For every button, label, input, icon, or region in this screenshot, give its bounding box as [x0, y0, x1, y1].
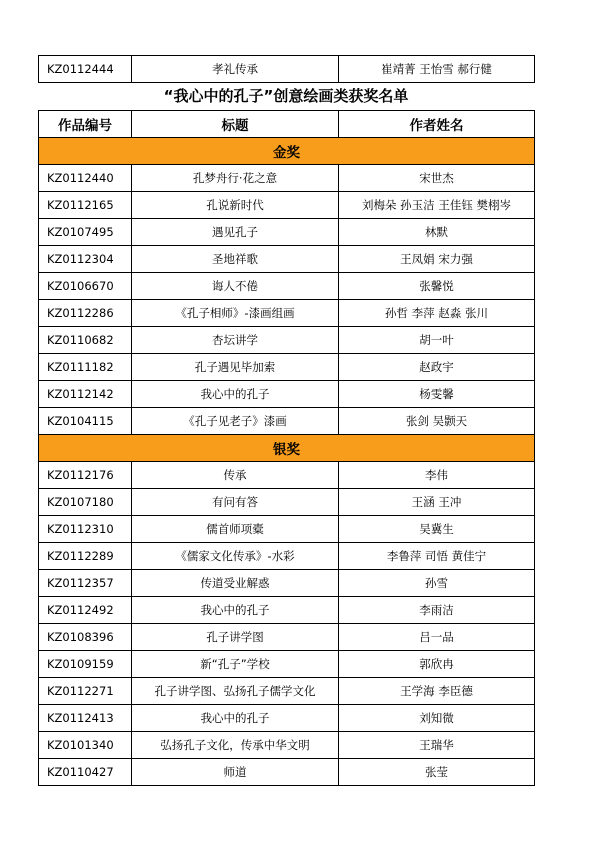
- table-row: [39, 246, 535, 273]
- table-row: [39, 219, 535, 246]
- work-title: 我心中的孔子: [132, 597, 339, 624]
- work-code: KZ0112304: [39, 246, 132, 273]
- table-row: [39, 354, 535, 381]
- work-title: 杏坛讲学: [132, 327, 339, 354]
- table-row: [39, 651, 535, 678]
- work-title: 孔子遇见毕加索: [132, 354, 339, 381]
- work-authors: 吕一品: [339, 624, 535, 651]
- work-title: 诲人不倦: [132, 273, 339, 300]
- work-authors: 王涵 王冲: [339, 489, 535, 516]
- work-code: KZ0112286: [39, 300, 132, 327]
- work-code: KZ0112310: [39, 516, 132, 543]
- work-title: 传道受业解惑: [132, 570, 339, 597]
- work-title: 我心中的孔子: [132, 381, 339, 408]
- work-title: 传承: [132, 462, 339, 489]
- work-authors: 李雨洁: [339, 597, 535, 624]
- work-title: 孔子讲学图、弘扬孔子儒学文化: [132, 678, 339, 705]
- work-code: KZ0112492: [39, 597, 132, 624]
- work-title: 孝礼传承: [132, 56, 339, 83]
- work-code: KZ0110427: [39, 759, 132, 786]
- work-code: KZ0112444: [39, 56, 132, 83]
- work-code: KZ0112289: [39, 543, 132, 570]
- work-code: KZ0112176: [39, 462, 132, 489]
- header-title: 标题: [132, 111, 339, 138]
- page-title: “我心中的孔子”创意绘画类获奖名单: [163, 87, 409, 105]
- work-title: 孔梦舟行·花之意: [132, 165, 339, 192]
- section-header: [39, 138, 535, 165]
- table-row: [39, 678, 535, 705]
- work-code: KZ0112413: [39, 705, 132, 732]
- work-title: 遇见孔子: [132, 219, 339, 246]
- work-authors: 林默: [339, 219, 535, 246]
- table-row: [39, 516, 535, 543]
- work-authors: 宋世杰: [339, 165, 535, 192]
- work-authors: 胡一叶: [339, 327, 535, 354]
- work-title: 有问有答: [132, 489, 339, 516]
- work-authors: 李伟: [339, 462, 535, 489]
- table-row: [39, 300, 535, 327]
- work-authors: 王学海 李臣德: [339, 678, 535, 705]
- work-code: KZ0111182: [39, 354, 132, 381]
- continued-table: [38, 55, 535, 83]
- work-code: KZ0106670: [39, 273, 132, 300]
- table-row: [39, 381, 535, 408]
- work-title: 儒首师项橐: [132, 516, 339, 543]
- work-code: KZ0101340: [39, 732, 132, 759]
- table-row: [39, 705, 535, 732]
- header-authors: 作者姓名: [339, 111, 535, 138]
- work-authors: 张馨悦: [339, 273, 535, 300]
- work-title: 圣地祥歌: [132, 246, 339, 273]
- work-code: KZ0112271: [39, 678, 132, 705]
- work-authors: 张剑 吴颢天: [339, 408, 535, 435]
- table-row: [39, 624, 535, 651]
- table-row: [39, 759, 535, 786]
- work-authors: 孙哲 李萍 赵淼 张川: [339, 300, 535, 327]
- work-title: 《孔子见老子》漆画: [132, 408, 339, 435]
- work-title: 新“孔子”学校: [132, 651, 339, 678]
- work-code: KZ0108396: [39, 624, 132, 651]
- work-code: KZ0109159: [39, 651, 132, 678]
- work-title: 师道: [132, 759, 339, 786]
- work-title: 孔子讲学图: [132, 624, 339, 651]
- header-code: 作品编号: [39, 111, 132, 138]
- table-row: [39, 408, 535, 435]
- work-code: KZ0112357: [39, 570, 132, 597]
- section-header: [39, 435, 535, 462]
- table-row: [39, 273, 535, 300]
- work-title: 《孔子相师》-漆画组画: [132, 300, 339, 327]
- work-code: KZ0112440: [39, 165, 132, 192]
- work-code: KZ0112142: [39, 381, 132, 408]
- table-row: [39, 327, 535, 354]
- work-authors: 杨雯馨: [339, 381, 535, 408]
- work-authors: 吴冀生: [339, 516, 535, 543]
- work-code: KZ0110682: [39, 327, 132, 354]
- work-title: 我心中的孔子: [132, 705, 339, 732]
- work-authors: 张莹: [339, 759, 535, 786]
- work-authors: 王瑞华: [339, 732, 535, 759]
- table-row: [39, 570, 535, 597]
- work-code: KZ0107495: [39, 219, 132, 246]
- work-code: KZ0107180: [39, 489, 132, 516]
- table-row: [39, 192, 535, 219]
- work-authors: 崔靖菁 王怡雪 郝行健: [339, 56, 535, 83]
- table-header: [39, 111, 535, 138]
- work-authors: 李鲁萍 司悟 黄佳宁: [339, 543, 535, 570]
- work-title: 孔说新时代: [132, 192, 339, 219]
- table-row: [39, 462, 535, 489]
- section-label: 金奖: [39, 138, 535, 165]
- section-label: 银奖: [39, 435, 535, 462]
- table-row: [39, 543, 535, 570]
- table-row: [39, 56, 535, 83]
- table-row: [39, 489, 535, 516]
- work-title: 《儒家文化传承》-水彩: [132, 543, 339, 570]
- work-code: KZ0104115: [39, 408, 132, 435]
- work-authors: 郭欣冉: [339, 651, 535, 678]
- table-row: [39, 732, 535, 759]
- table-row: [39, 597, 535, 624]
- work-authors: 赵政宇: [339, 354, 535, 381]
- work-authors: 王凤娟 宋力强: [339, 246, 535, 273]
- work-title: 弘扬孔子文化，传承中华文明: [132, 732, 339, 759]
- work-authors: 刘知微: [339, 705, 535, 732]
- work-authors: 刘梅朵 孙玉洁 王佳钰 樊栩岑: [339, 192, 535, 219]
- work-code: KZ0112165: [39, 192, 132, 219]
- work-authors: 孙雪: [339, 570, 535, 597]
- table-row: [39, 165, 535, 192]
- award-table: [38, 110, 535, 786]
